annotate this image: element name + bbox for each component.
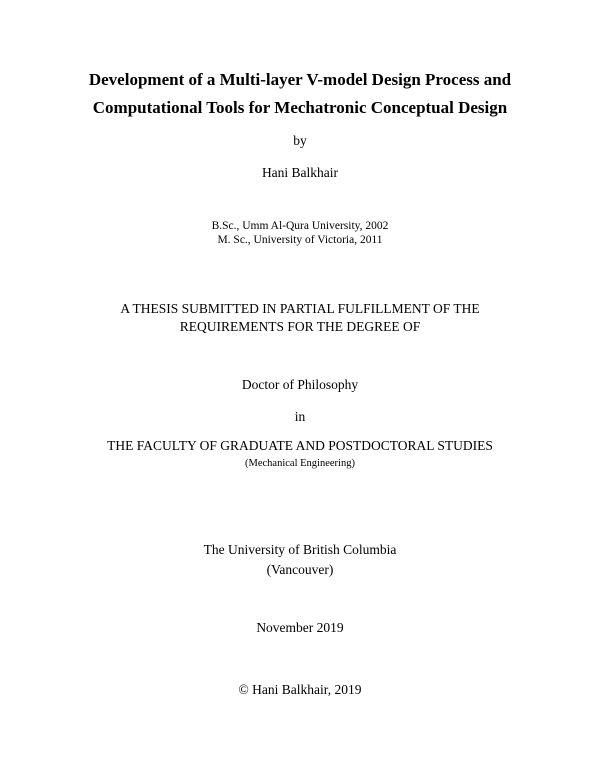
author-name: Hani Balkhair [261, 165, 339, 180]
prior-degree-2: M. Sc., University of Victoria, 2011 [217, 234, 383, 246]
program-name: (Mechanical Engineering) [245, 458, 355, 469]
by-label: by [293, 133, 307, 148]
submission-statement-line-2: REQUIREMENTS FOR THE DEGREE OF [179, 319, 421, 334]
degree-name: Doctor of Philosophy [241, 377, 359, 392]
prior-degree-1: B.Sc., Umm Al-Qura University, 2002 [211, 220, 389, 232]
thesis-title-line-1: Development of a Multi-layer V-model Design Process and [88, 70, 512, 89]
in-label: in [294, 409, 306, 424]
copyright-notice: © Hani Balkhair, 2019 [238, 682, 362, 697]
university-name: The University of British Columbia [203, 542, 397, 557]
submission-statement-line-1: A THESIS SUBMITTED IN PARTIAL FULFILLMENT OF THE [120, 301, 480, 316]
thesis-title-line-2: Computational Tools for Mechatronic Conceptual Design [92, 98, 508, 117]
faculty-name: THE FACULTY OF GRADUATE AND POSTDOCTORAL STUDIES [107, 438, 493, 453]
submission-date: November 2019 [256, 620, 344, 635]
university-location: (Vancouver) [266, 562, 334, 577]
